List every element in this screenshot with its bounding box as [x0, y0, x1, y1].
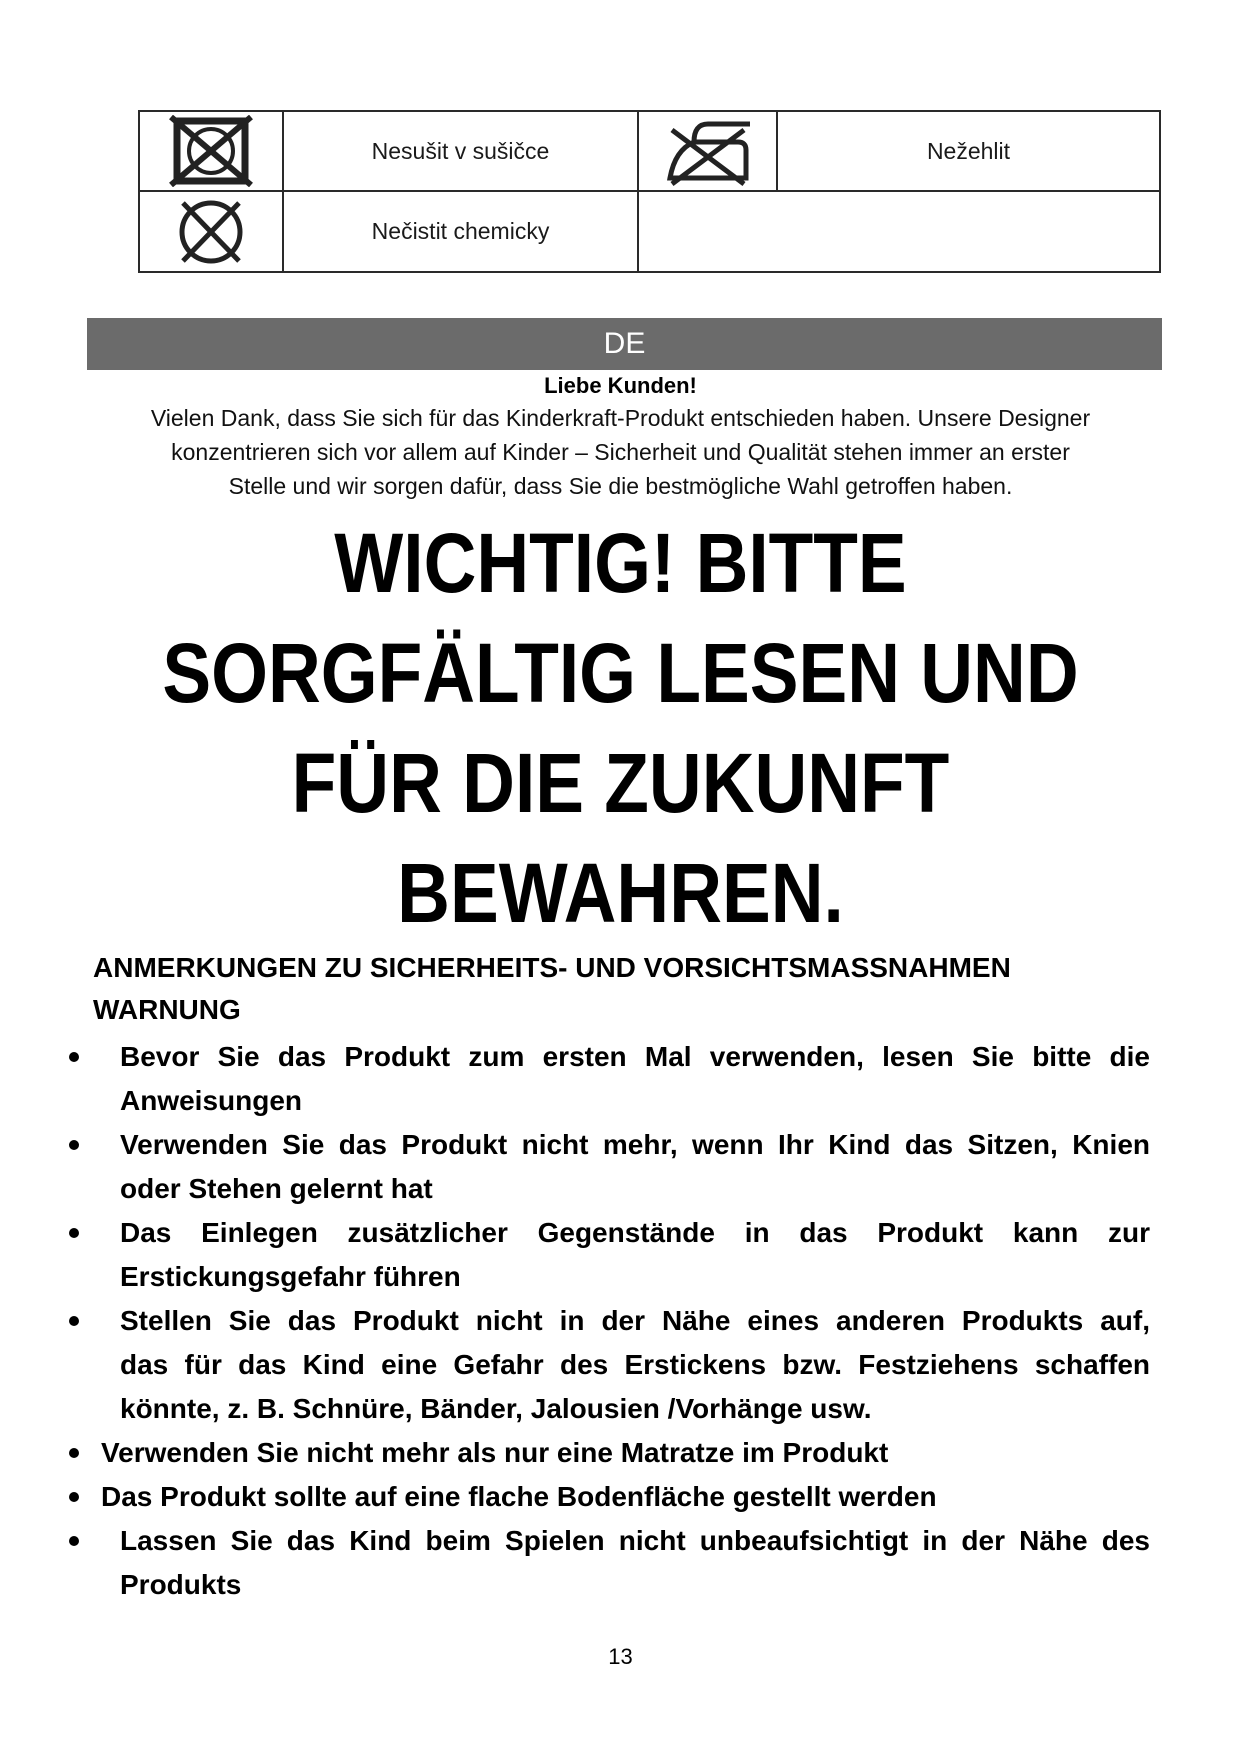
bullet	[69, 1316, 79, 1326]
list-item	[0, 1123, 1241, 1211]
warning-heading: WARNUNG	[93, 994, 241, 1025]
language-bar: DE	[87, 318, 1162, 370]
care-icon-cell	[139, 191, 283, 272]
care-symbols-table	[138, 110, 1161, 273]
care-icon-cell	[638, 111, 777, 191]
list-item-line: Stellen Sie das Produkt nicht in der Nähe eines anderen Produkts auf,	[120, 1305, 1150, 1336]
no-dry-clean-label: Nečistit chemicky	[283, 191, 638, 272]
bullet	[69, 1448, 79, 1458]
list-item-line: Lassen Sie das Kind beim Spielen nicht unbeaufsichtigt in der Nähe des	[120, 1525, 1150, 1556]
page-number: 13	[608, 1644, 633, 1669]
bullet	[69, 1228, 79, 1238]
safety-section-title: ANMERKUNGEN ZU SICHERHEITS- UND VORSICHTSMASSNAHMEN	[93, 952, 1011, 983]
list-item-line: Das Produkt sollte auf eine flache Bodenfläche gestellt werden	[101, 1481, 937, 1512]
list-item-line: Bevor Sie das Produkt zum ersten Mal verwenden, lesen Sie bitte die	[120, 1041, 1150, 1072]
care-icon-cell	[139, 111, 283, 191]
list-item-line: das für das Kind eine Gefahr des Erstickens bzw. Festziehens schaffen	[120, 1349, 1150, 1380]
no-iron-icon	[662, 114, 754, 188]
care-table-row	[139, 191, 1160, 272]
list-item-line: könnte, z. B. Schnüre, Bänder, Jalousien /Vorhänge usw.	[120, 1393, 872, 1424]
list-item	[0, 1475, 1241, 1519]
list-item-line: Das Einlegen zusätzlicher Gegenstände in das Produkt kann zur	[120, 1217, 1150, 1248]
intro-line: Stelle und wir sorgen dafür, dass Sie die bestmögliche Wahl getroffen haben.	[228, 473, 1013, 499]
no-tumble-dry-label: Nesušit v sušičce	[283, 111, 638, 191]
warning-list	[0, 1035, 1241, 1607]
list-item-line: Verwenden Sie nicht mehr als nur eine Matratze im Produkt	[101, 1437, 889, 1468]
intro-paragraph	[0, 401, 1241, 503]
list-item-line: Verwenden Sie das Produkt nicht mehr, wenn Ihr Kind das Sitzen, Knien	[120, 1129, 1150, 1160]
important-headline	[0, 508, 1241, 948]
bullet	[69, 1536, 79, 1546]
no-dry-clean-icon	[171, 197, 251, 267]
no-tumble-dry-icon	[168, 115, 254, 187]
list-item	[0, 1299, 1241, 1431]
headline-line: BEWAHREN.	[397, 846, 844, 940]
list-item-line: Produkts	[120, 1569, 242, 1600]
no-iron-label: Nežehlit	[777, 111, 1160, 191]
empty-cell	[638, 191, 1160, 272]
list-item	[0, 1519, 1241, 1607]
bullet	[69, 1052, 79, 1062]
bullet	[69, 1140, 79, 1150]
list-item	[0, 1211, 1241, 1299]
headline-line: WICHTIG! BITTE	[334, 516, 907, 610]
bullet	[69, 1492, 79, 1502]
list-item-line: oder Stehen gelernt hat	[120, 1173, 433, 1204]
greeting: Liebe Kunden!	[544, 373, 697, 398]
intro-line: konzentrieren sich vor allem auf Kinder – Sicherheit und Qualität stehen immer an erster	[171, 439, 1070, 465]
headline-line: SORGFÄLTIG LESEN UND	[162, 626, 1079, 720]
intro-line: Vielen Dank, dass Sie sich für das Kinderkraft-Produkt entschieden haben. Unsere Designer	[150, 405, 1091, 431]
list-item-line: Anweisungen	[120, 1085, 303, 1116]
list-item	[0, 1035, 1241, 1123]
list-item-line: Erstickungsgefahr führen	[120, 1261, 461, 1292]
care-table-row	[139, 111, 1160, 191]
list-item	[0, 1431, 1241, 1475]
headline-line: FÜR DIE ZUKUNFT	[291, 736, 950, 830]
